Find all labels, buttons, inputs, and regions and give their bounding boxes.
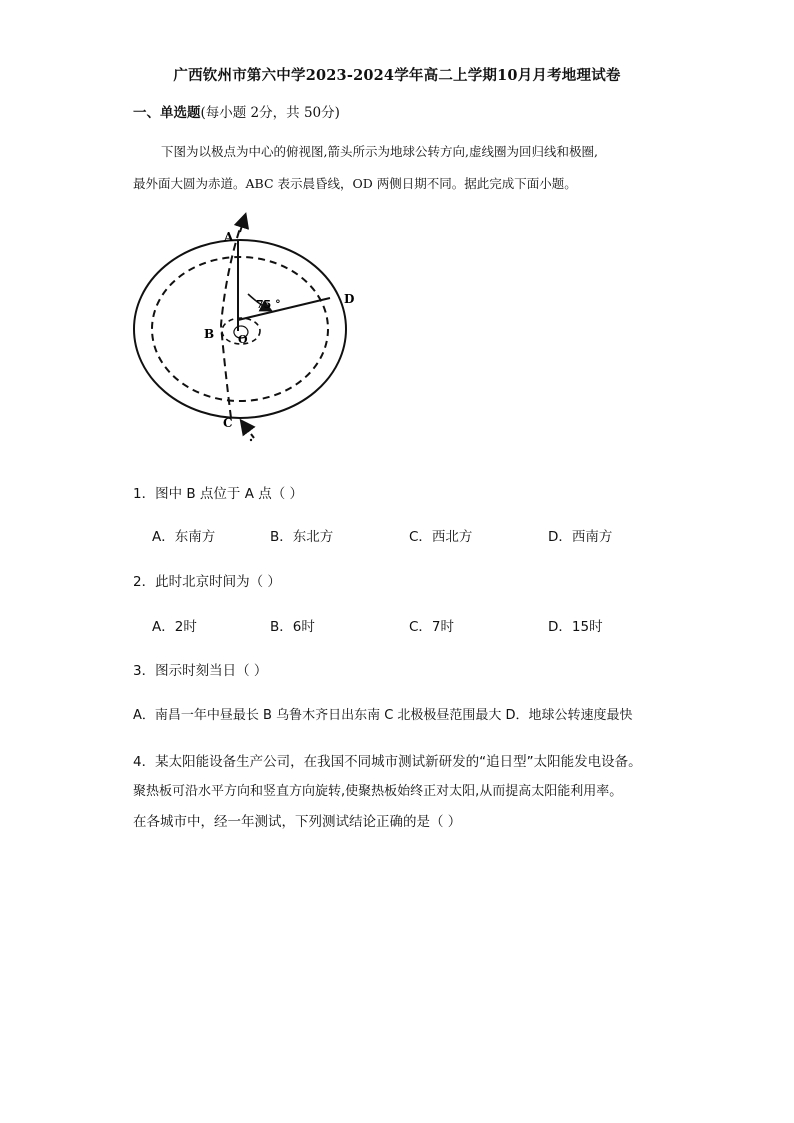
- question-2-stem: 2．此时北京时间为（ ）: [133, 574, 281, 590]
- question-1-option-b[interactable]: B．东北方: [270, 529, 334, 545]
- label-angle: 75 °: [256, 298, 281, 311]
- polar-view-diagram: [128, 210, 368, 450]
- section-heading-label: 一、单选题: [133, 105, 201, 121]
- question-1-option-d[interactable]: D．西南方: [548, 529, 613, 545]
- intro-line-2: 最外面大圆为赤道。ABC 表示晨昏线，OD 两侧日期不同。据此完成下面小题。: [133, 176, 577, 191]
- question-3-options-line[interactable]: A．南昌一年中昼最长 B 乌鲁木齐日出东南 C 北极极昼范围最大 D．地球公转速度最快: [133, 708, 633, 723]
- label-c: C: [223, 416, 233, 430]
- equator-circle: [134, 240, 346, 418]
- question-2-option-c[interactable]: C．7时: [409, 619, 455, 635]
- line-od: [238, 298, 330, 320]
- question-4-line-2: 聚热板可沿水平方向和竖直方向旋转,使聚热板始终正对太阳,从而提高太阳能利用率。: [133, 784, 623, 799]
- question-1-option-c[interactable]: C．西北方: [409, 529, 473, 545]
- label-a: A: [224, 230, 234, 244]
- tropic-circle: [152, 257, 328, 401]
- question-2-option-d[interactable]: D．15时: [548, 619, 603, 635]
- section-heading: [133, 101, 340, 121]
- orbit-arrow-bottom: [242, 422, 254, 438]
- question-1-stem: 1．图中 B 点位于 A 点（ ）: [133, 486, 304, 502]
- question-2-option-a[interactable]: A．2时: [152, 619, 197, 635]
- question-4-line-1: 4．某太阳能设备生产公司，在我国不同城市测试新研发的“追日型”太阳能发电设备。: [133, 754, 642, 770]
- question-4-line-3: 在各城市中，经一年测试，下列测试结论正确的是（ ）: [133, 814, 462, 830]
- intro-line-1: 下图为以极点为中心的俯视图,箭头所示为地球公转方向,虚线圈为回归线和极圈,: [161, 144, 598, 159]
- label-b: B: [204, 327, 215, 341]
- question-3-stem: 3．图示时刻当日（ ）: [133, 663, 268, 679]
- label-o: O: [238, 333, 248, 346]
- page-title: 广西钦州市第六中学2023-2024学年高二上学期10月月考地理试卷: [173, 67, 621, 84]
- section-score-note: (每小题 2分，共 50分): [200, 105, 340, 121]
- small-dot: [250, 439, 252, 441]
- label-d: D: [344, 292, 355, 306]
- question-2-option-b[interactable]: B．6时: [270, 619, 315, 635]
- question-1-option-a[interactable]: A．东南方: [152, 529, 216, 545]
